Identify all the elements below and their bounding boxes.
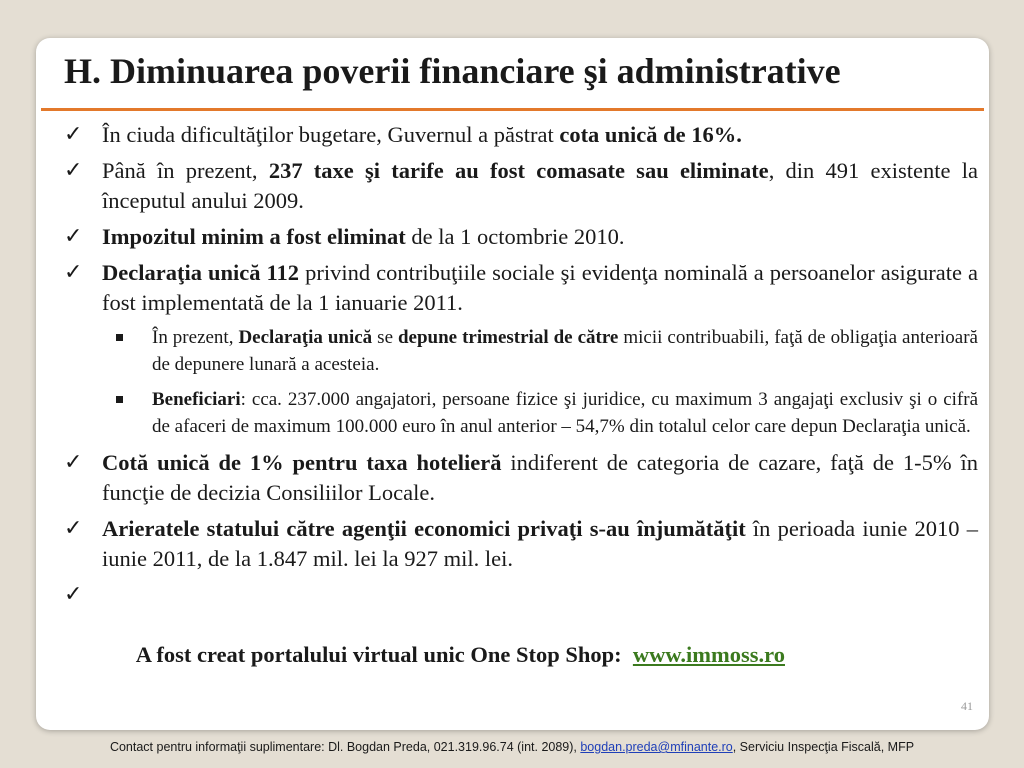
- bullet-bold-text: Cotă unică de 1% pentru taxa hotelieră: [102, 450, 502, 475]
- bullet-text: În ciuda dificultăţilor bugetare, Guvernul a păstrat: [102, 122, 560, 147]
- sub-bullet-bold-text: Declaraţia unică: [238, 327, 373, 348]
- bullet-text: privind contribuţiile sociale şi evidenţa nominală a persoanelor asigurate a fost implementată de la 1 ianuarie 2011.: [102, 260, 978, 315]
- bullet-text: Până în prezent,: [102, 158, 269, 183]
- footer-text: , Serviciu Inspecţia Fiscală, MFP: [732, 740, 915, 754]
- immoss-link[interactable]: www.immoss.ro: [632, 642, 785, 667]
- square-bullet-icon: [116, 396, 123, 403]
- footer-contact: [0, 740, 1024, 754]
- check-mark-icon: ✓: [64, 158, 83, 183]
- slide-title: H. Diminuarea poverii financiare şi administrative: [64, 51, 841, 91]
- sub-bullet-text: se: [372, 327, 398, 348]
- bullet-text: indiferent de categoria de cazare, faţă de 1-5% în funcţie de decizia Consiliilor Locale.: [102, 450, 978, 505]
- bullet-item: [64, 258, 978, 318]
- bullet-item: [64, 222, 978, 252]
- check-mark-icon: ✓: [64, 516, 83, 541]
- page-number: 41: [961, 699, 973, 713]
- check-mark-icon: ✓: [64, 450, 83, 475]
- sub-bullet-text: În prezent,: [152, 327, 239, 348]
- bullet-text: în perioada iunie 2010 – iunie 2011, de la 1.847 mil. lei la 927 mil. lei.: [102, 516, 978, 571]
- email-link[interactable]: bogdan.preda@mfinante.ro: [580, 740, 733, 754]
- check-mark-icon: ✓: [64, 224, 83, 249]
- sub-bullet-text: : cca. 237.000 angajatori, persoane fizice şi juridice, cu maximum 3 angajaţi exclusiv şi o cifră de afaceri de maximum 100.000 euro în anul anterior – 54,7% din totalul celor care depun Declaraţia unică.: [152, 389, 978, 437]
- bullet-item: [64, 120, 978, 150]
- bullet-item: [64, 448, 978, 508]
- sub-bullet-bold-text: depune trimestrial de către: [397, 327, 619, 348]
- bullet-item: [64, 514, 978, 574]
- sub-bullet-bold-text: Beneficiari: [152, 389, 241, 410]
- bullet-bold-text: Impozitul minim a fost eliminat: [102, 224, 406, 249]
- footer-text: Contact pentru informaţii suplimentare: Dl. Bogdan Preda, 021.319.96.74 (int. 2089),: [109, 740, 581, 754]
- bullet-bold-text: 237 taxe şi tarife au fost comasate sau eliminate: [268, 158, 769, 183]
- sub-bullet-text: micii contribuabili, faţă de obligaţia anterioară de depunere lunară a acesteia.: [152, 327, 978, 375]
- bullet-text: de la 1 octombrie 2010.: [405, 224, 625, 249]
- bullet-list: [64, 120, 978, 706]
- check-mark-icon: ✓: [64, 582, 83, 607]
- square-bullet-icon: [116, 334, 123, 341]
- sub-bullet-item: [64, 386, 978, 440]
- bullet-bold-text: cota unică de 16%.: [559, 122, 742, 147]
- bullet-bold-text: A fost creat portalului virtual unic One Stop Shop:: [135, 642, 633, 667]
- bullet-bold-text: Declaraţia unică 112: [102, 260, 300, 285]
- bullet-bold-text: Arieratele statului către agenţii economici privaţi s-au înjumătăţit: [102, 516, 746, 541]
- sub-bullet-item: [64, 324, 978, 378]
- slide-card: [36, 38, 989, 730]
- check-mark-icon: ✓: [64, 122, 83, 147]
- title-underline: [41, 108, 984, 111]
- bullet-text: , din 491 existente la începutul anului 2009.: [102, 158, 978, 213]
- check-mark-icon: ✓: [64, 260, 83, 285]
- bullet-item: [64, 156, 978, 216]
- bullet-item: [64, 580, 978, 700]
